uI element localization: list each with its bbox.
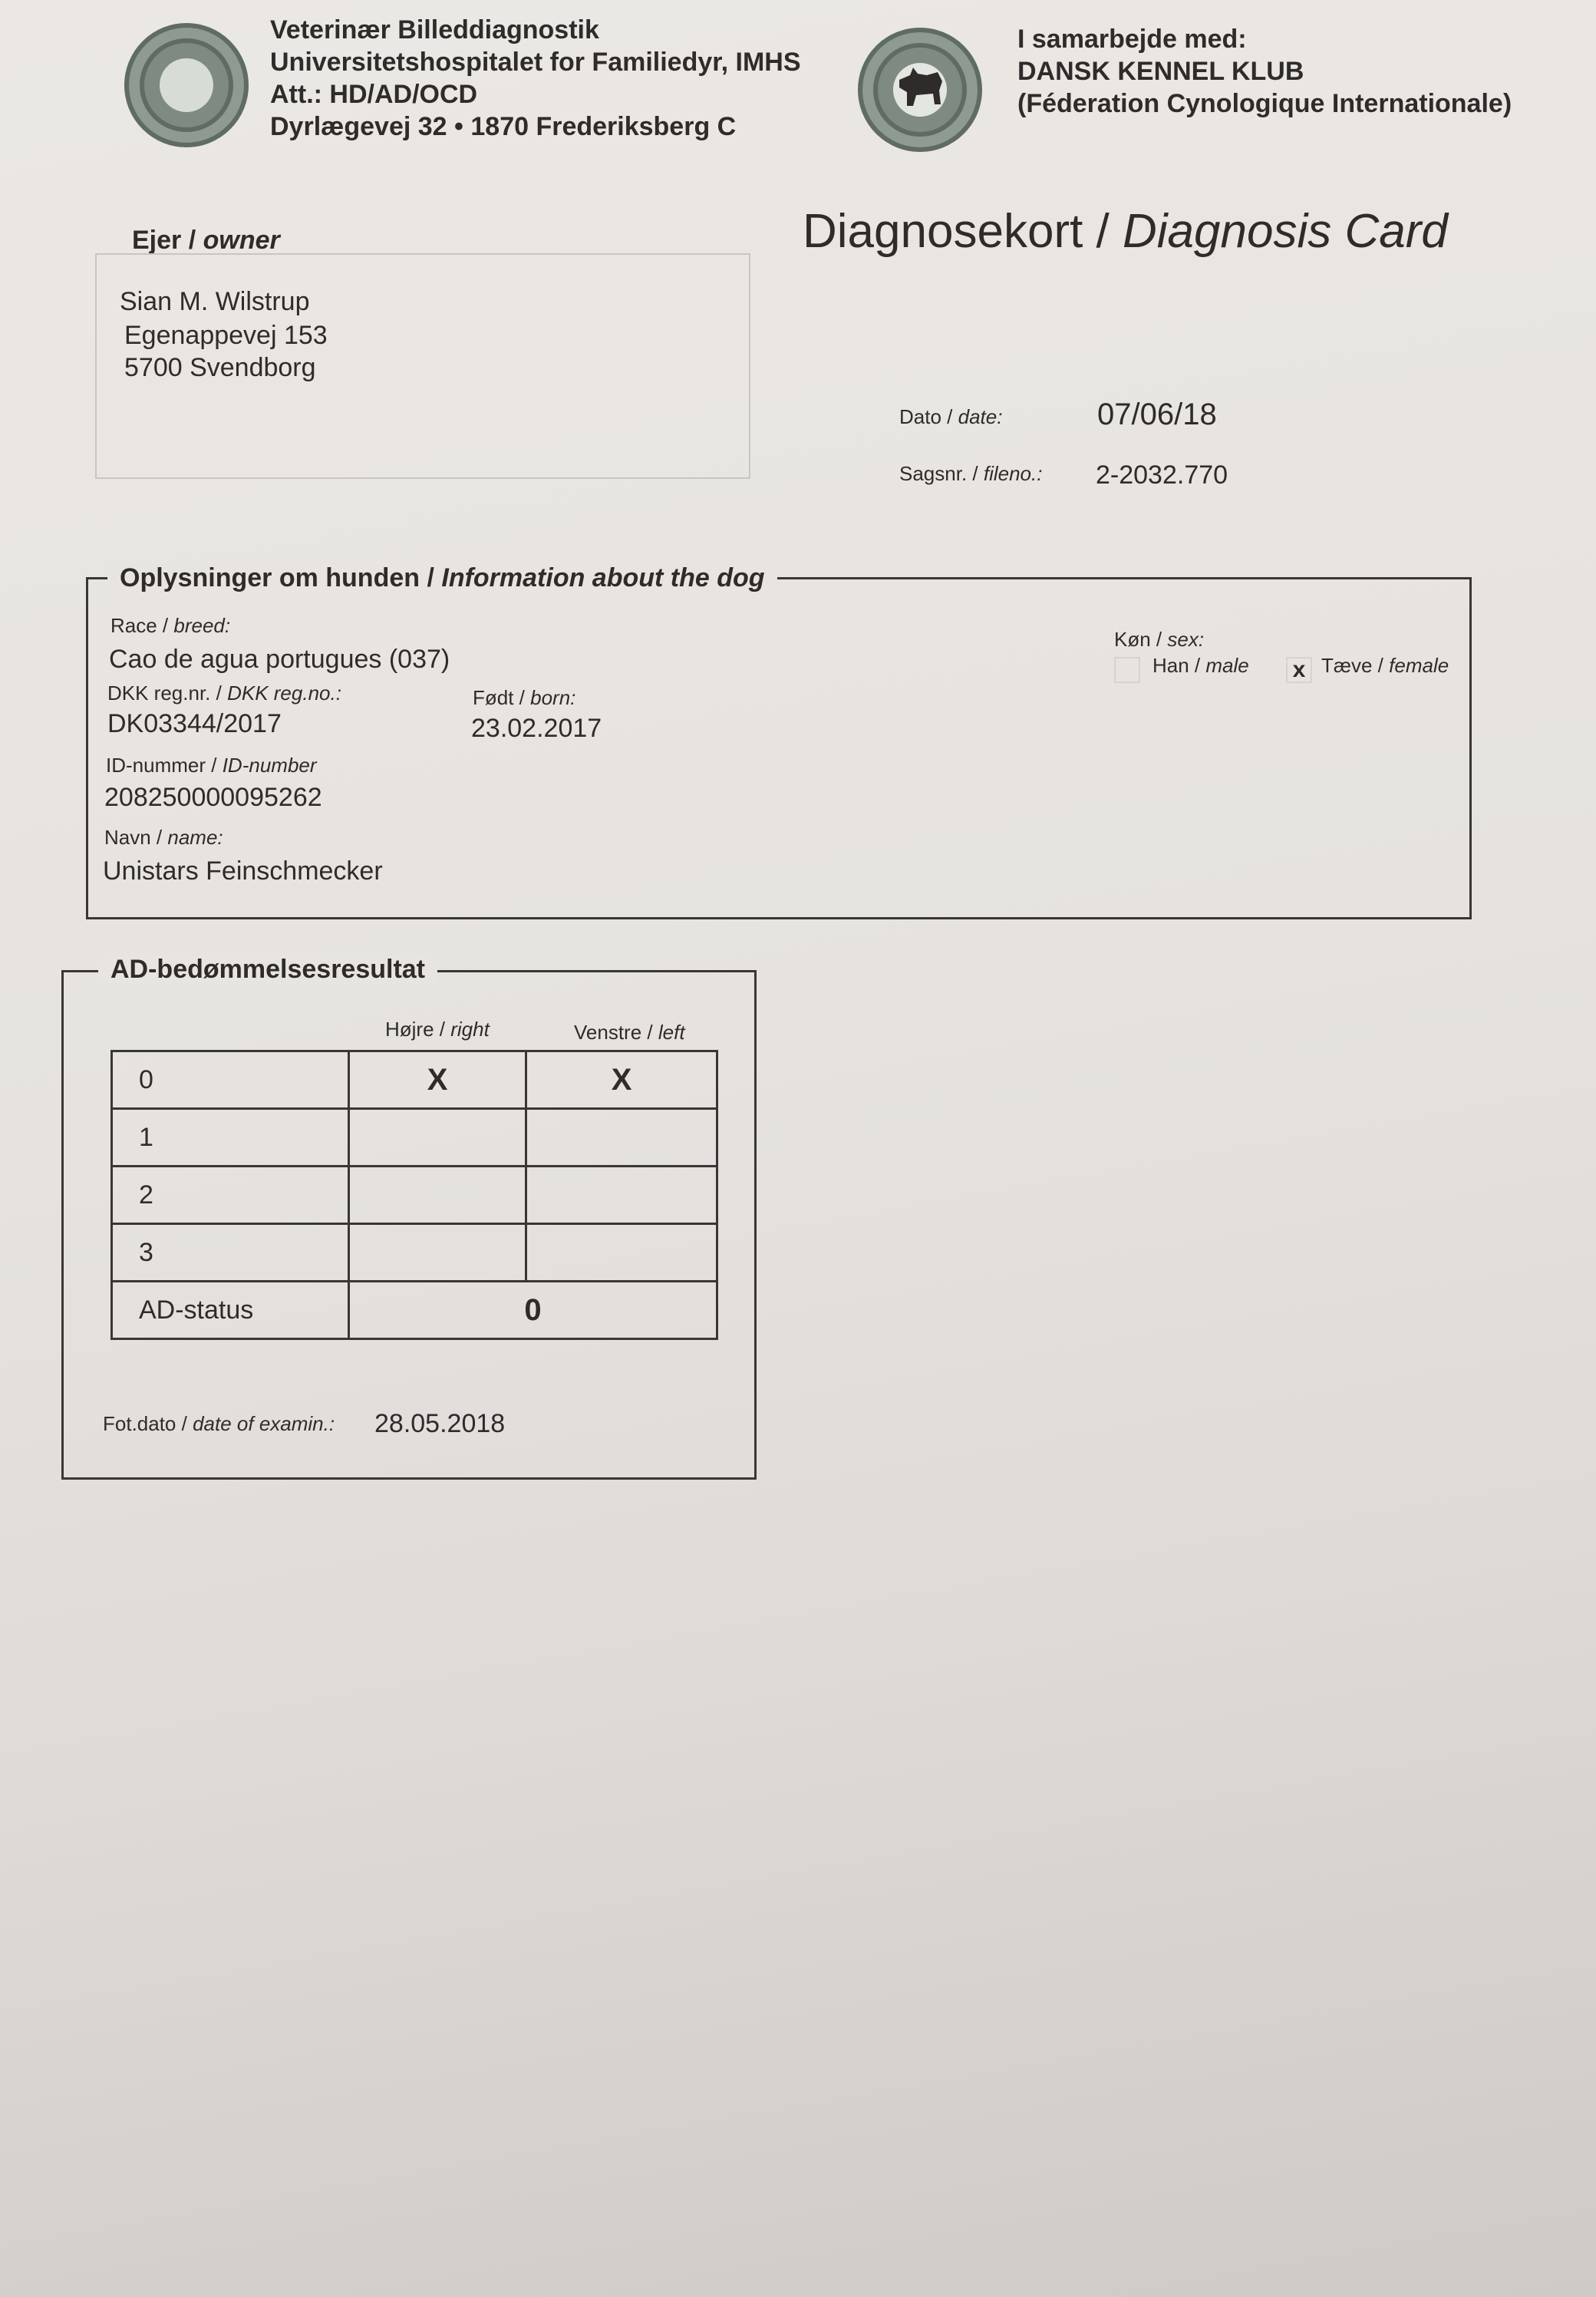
grade-cell: 1 xyxy=(112,1109,349,1167)
left-column-label xyxy=(574,1021,685,1045)
breed-label-italic: breed: xyxy=(173,614,231,637)
female-label-italic: female xyxy=(1389,654,1449,677)
date-value: 07/06/18 xyxy=(1097,398,1217,431)
left-column-label-text: Venstre / xyxy=(574,1021,653,1044)
breed-value: Cao de agua portugues (037) xyxy=(109,645,450,674)
born-value: 23.02.2017 xyxy=(471,714,602,743)
male-checkbox[interactable] xyxy=(1114,657,1140,683)
regno-label-italic: DKK reg.no.: xyxy=(227,682,341,705)
university-seal-icon xyxy=(124,23,249,147)
title-italic: Diagnosis Card xyxy=(1123,205,1448,258)
institution-line-2: Universitetshospitalet for Familiedyr, IMHS xyxy=(270,48,801,77)
breed-label-text: Race / xyxy=(110,614,169,637)
sex-label xyxy=(1114,628,1204,652)
table-row xyxy=(112,1167,717,1224)
grade-cell: 2 xyxy=(112,1167,349,1224)
institution-line-1: Veterinær Billeddiagnostik xyxy=(270,15,599,45)
exam-date-label xyxy=(103,1412,335,1436)
file-label xyxy=(899,462,1042,486)
partner-line-3: (Féderation Cynologique Internationale) xyxy=(1017,89,1512,118)
owner-street: Egenappevej 153 xyxy=(124,321,328,350)
dog-info-title xyxy=(107,563,777,593)
partner-line-2: DANSK KENNEL KLUB xyxy=(1017,57,1304,86)
status-label-cell: AD-status xyxy=(112,1282,349,1339)
regno-label xyxy=(107,682,341,705)
breed-label xyxy=(110,614,230,638)
ad-grade-table xyxy=(110,1050,718,1340)
right-column-label-text: Højre / xyxy=(385,1018,445,1041)
table-row-status xyxy=(112,1282,717,1339)
id-label-text: ID-nummer / xyxy=(106,754,217,777)
page-title xyxy=(803,204,1448,259)
file-value: 2-2032.770 xyxy=(1096,460,1228,490)
seal-inner xyxy=(160,58,213,112)
owner-label-italic: owner xyxy=(203,226,280,255)
table-row xyxy=(112,1109,717,1167)
left-cell xyxy=(526,1224,717,1282)
owner-label-text: Ejer / xyxy=(132,226,196,255)
institution-line-4: Dyrlægevej 32 • 1870 Frederiksberg C xyxy=(270,112,737,141)
right-cell xyxy=(349,1109,526,1167)
file-label-italic: fileno.: xyxy=(983,462,1043,485)
sex-label-text: Køn / xyxy=(1114,628,1162,651)
male-label-text: Han / xyxy=(1152,654,1201,677)
right-column-label xyxy=(385,1018,490,1041)
grade-cell: 3 xyxy=(112,1224,349,1282)
exam-date-value: 28.05.2018 xyxy=(374,1409,506,1438)
partner-info xyxy=(1017,23,1512,120)
id-value: 208250000095262 xyxy=(104,783,322,812)
name-value: Unistars Feinschmecker xyxy=(103,856,383,886)
left-column-label-italic: left xyxy=(658,1021,685,1044)
owner-label xyxy=(132,226,280,256)
institution-line-3: Att.: HD/AD/OCD xyxy=(270,80,478,109)
date-label xyxy=(899,405,1002,429)
title-main: Diagnosekort / xyxy=(803,205,1110,258)
male-label-italic: male xyxy=(1205,654,1249,677)
id-label xyxy=(106,754,317,777)
dog-info-title-text: Oplysninger om hunden / xyxy=(120,563,434,592)
right-cell xyxy=(349,1224,526,1282)
ad-result-title: AD-bedømmelsesresultat xyxy=(98,955,437,985)
female-label xyxy=(1321,654,1449,678)
date-label-text: Dato / xyxy=(899,405,953,428)
born-label-text: Født / xyxy=(473,686,525,709)
regno-value: DK03344/2017 xyxy=(107,709,282,738)
table-row xyxy=(112,1224,717,1282)
partner-line-1: I samarbejde med: xyxy=(1017,25,1247,54)
name-label-text: Navn / xyxy=(104,826,163,849)
right-cell: X xyxy=(349,1051,526,1109)
born-label xyxy=(473,686,575,710)
id-label-italic: ID-number xyxy=(222,754,317,777)
female-label-text: Tæve / xyxy=(1321,654,1383,677)
status-value-cell: 0 xyxy=(349,1282,717,1339)
dog-info-title-italic: Information about the dog xyxy=(441,563,765,592)
name-label-italic: name: xyxy=(167,826,223,849)
left-cell: X xyxy=(526,1051,717,1109)
seal-inner-dog xyxy=(893,63,947,117)
exam-date-label-text: Fot.dato / xyxy=(103,1412,187,1435)
date-label-italic: date: xyxy=(958,405,1003,428)
left-cell xyxy=(526,1167,717,1224)
scottie-dog-icon xyxy=(893,64,947,111)
owner-city: 5700 Svendborg xyxy=(124,353,316,382)
dansk-kennel-klub-seal-icon xyxy=(858,28,982,152)
right-column-label-italic: right xyxy=(450,1018,490,1041)
owner-name: Sian M. Wilstrup xyxy=(120,287,310,316)
exam-date-label-italic: date of examin.: xyxy=(193,1412,335,1435)
table-row xyxy=(112,1051,717,1109)
sex-label-italic: sex: xyxy=(1167,628,1205,651)
regno-label-text: DKK reg.nr. / xyxy=(107,682,222,705)
grade-cell: 0 xyxy=(112,1051,349,1109)
left-cell xyxy=(526,1109,717,1167)
female-checkbox[interactable]: x xyxy=(1286,657,1312,683)
name-label xyxy=(104,826,223,850)
file-label-text: Sagsnr. / xyxy=(899,462,978,485)
institution-address xyxy=(270,14,801,143)
born-label-italic: born: xyxy=(530,686,576,709)
male-label xyxy=(1152,654,1249,678)
right-cell xyxy=(349,1167,526,1224)
